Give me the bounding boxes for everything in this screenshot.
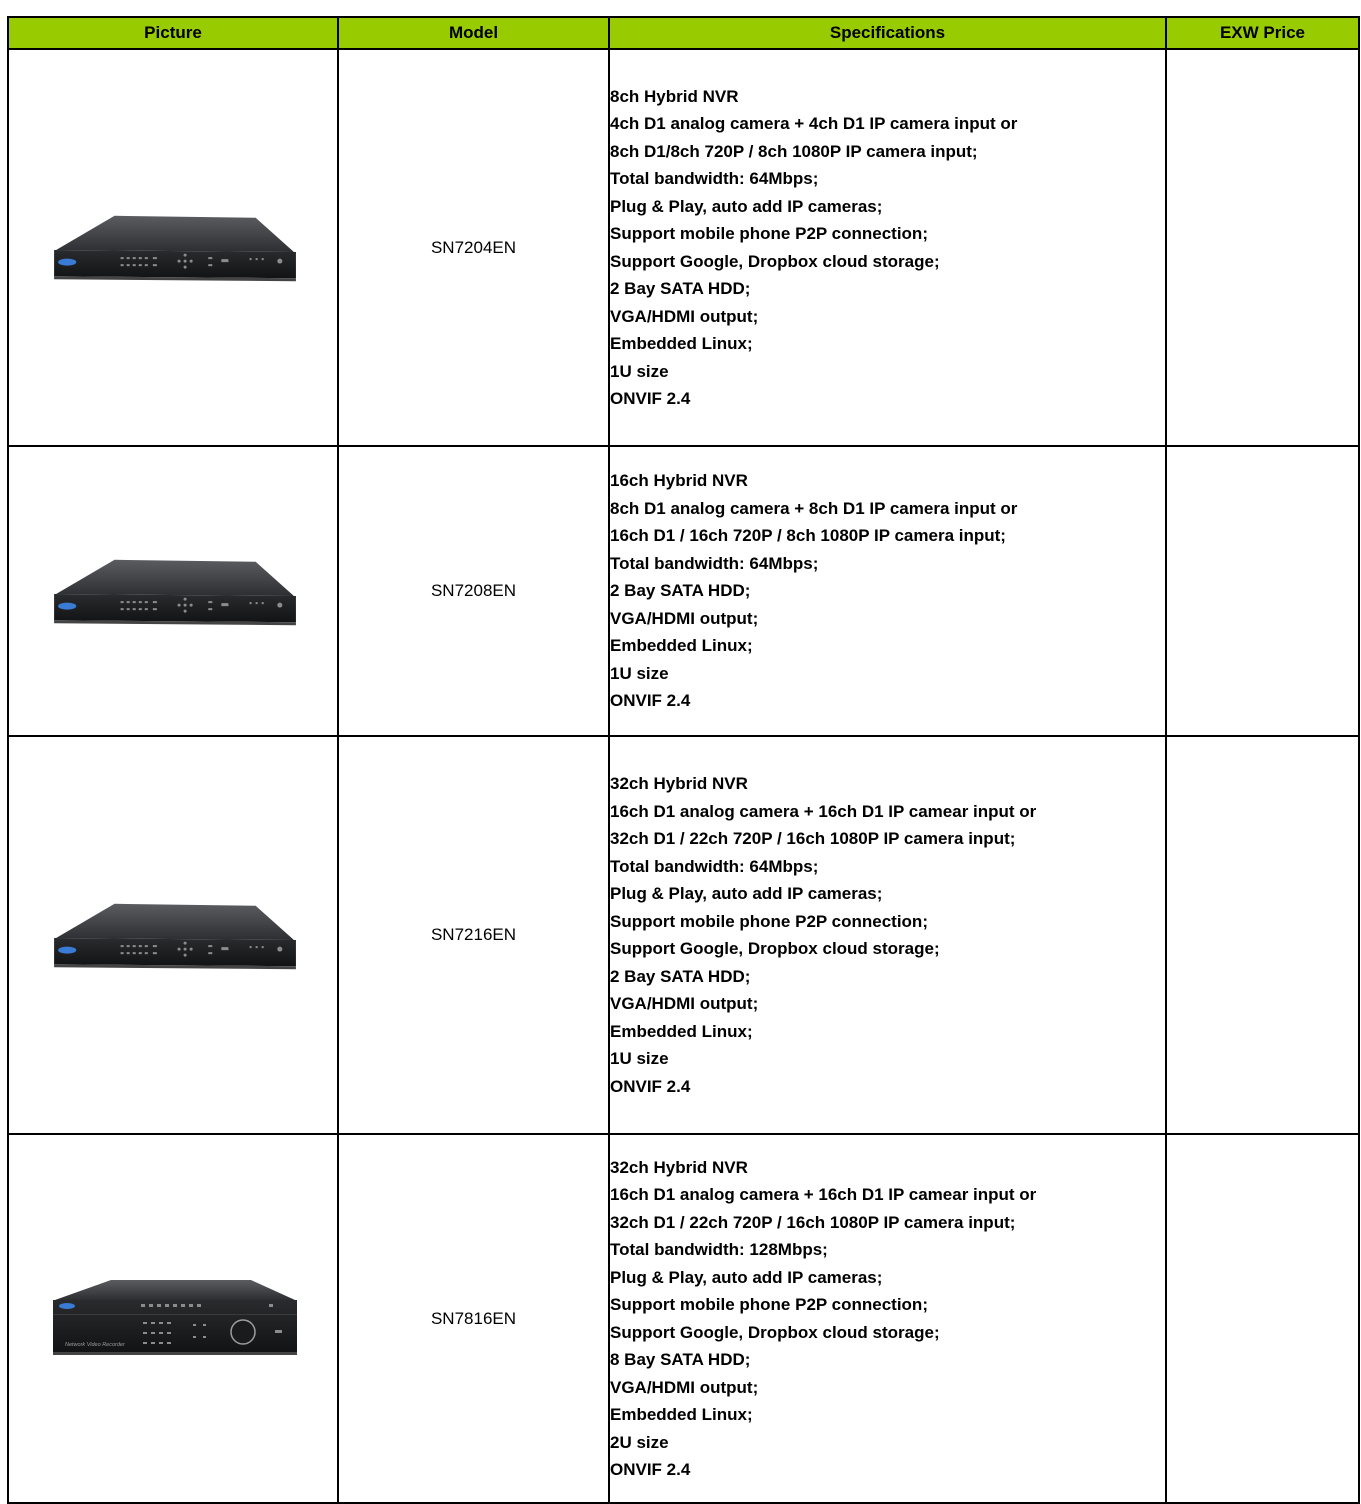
- spec-line: ONVIF 2.4: [610, 1460, 691, 1479]
- spec-line: 1U size: [610, 1049, 669, 1068]
- spec-line: Support mobile phone P2P connection;: [610, 911, 928, 931]
- table-row: [8, 1134, 1359, 1503]
- spec-line: 2 Bay SATA HDD;: [610, 581, 751, 601]
- spec-line: 32ch D1 / 22ch 720P / 16ch 1080P IP camera input;: [610, 1212, 1016, 1232]
- spec-line: Embedded Linux;: [610, 334, 753, 353]
- header-model: Model: [338, 17, 609, 49]
- table-header-row: [8, 17, 1359, 49]
- table-row: [8, 49, 1359, 446]
- spec-line: Support mobile phone P2P connection;: [610, 224, 928, 243]
- spec-line: Support Google, Dropbox cloud storage;: [610, 1322, 940, 1342]
- spec-line: Support Google, Dropbox cloud storage;: [610, 251, 940, 271]
- price-cell: [1166, 446, 1359, 736]
- spec-line: VGA/HDMI output;: [610, 1377, 759, 1397]
- spec-line: VGA/HDMI output;: [610, 608, 759, 628]
- spec-line: Embedded Linux;: [610, 1405, 753, 1424]
- spec-line: 1U size: [610, 361, 669, 381]
- spec-line: 8 Bay SATA HDD;: [610, 1350, 751, 1369]
- spec-line: Plug & Play, auto add IP cameras;: [610, 884, 883, 903]
- spec-line: Total bandwidth: 64Mbps;: [610, 856, 819, 876]
- spec-line: Embedded Linux;: [610, 1021, 753, 1041]
- header-specifications: Specifications: [609, 17, 1166, 49]
- spec-line: Embedded Linux;: [610, 636, 753, 656]
- spec-line: Total bandwidth: 64Mbps;: [610, 553, 819, 573]
- spec-line: 2 Bay SATA HDD;: [610, 279, 751, 298]
- spec-line: 16ch D1 analog camera + 16ch D1 IP camear input or: [610, 1185, 1037, 1204]
- product-spec-table: [7, 16, 1360, 1504]
- spec-line: Plug & Play, auto add IP cameras;: [610, 196, 883, 216]
- device-front-label: Network Video Recorder: [65, 1342, 125, 1348]
- table-row: [8, 736, 1359, 1134]
- picture-cell: [8, 446, 338, 736]
- model-cell: SN7204EN: [338, 49, 609, 446]
- spec-line: ONVIF 2.4: [610, 1076, 691, 1096]
- nvr-1u-device-image: [42, 199, 304, 291]
- spec-line: 16ch D1 / 16ch 720P / 8ch 1080P IP camera input;: [610, 526, 1006, 546]
- spec-line: 8ch Hybrid NVR: [610, 86, 739, 106]
- specifications-cell: [609, 446, 1166, 736]
- spec-line: VGA/HDMI output;: [610, 306, 759, 326]
- spec-line: ONVIF 2.4: [610, 691, 691, 711]
- spec-line: 1U size: [610, 663, 669, 683]
- spec-line: Total bandwidth: 128Mbps;: [610, 1240, 828, 1259]
- picture-cell: [8, 736, 338, 1134]
- price-cell: [1166, 49, 1359, 446]
- price-cell: [1166, 1134, 1359, 1503]
- spec-line: 16ch D1 analog camera + 16ch D1 IP camear input or: [610, 801, 1037, 821]
- spec-line: VGA/HDMI output;: [610, 994, 759, 1013]
- spec-line: 32ch Hybrid NVR: [610, 774, 748, 793]
- spec-line: Support mobile phone P2P connection;: [610, 1295, 928, 1314]
- spec-line: ONVIF 2.4: [610, 389, 691, 408]
- specifications-cell: [609, 49, 1166, 446]
- price-cell: [1166, 736, 1359, 1134]
- spec-line: 32ch Hybrid NVR: [610, 1157, 748, 1177]
- spec-line: 4ch D1 analog camera + 4ch D1 IP camera input or: [610, 114, 1018, 133]
- spec-line: 8ch D1/8ch 720P / 8ch 1080P IP camera input;: [610, 141, 978, 161]
- nvr-1u-device-image: [42, 543, 304, 635]
- spec-line: 8ch D1 analog camera + 8ch D1 IP camera input or: [610, 498, 1018, 518]
- nvr-2u-device-image: [42, 1266, 304, 1366]
- nvr-1u-device-image: [42, 887, 304, 979]
- model-cell: SN7208EN: [338, 446, 609, 736]
- header-exw-price: EXW Price: [1166, 17, 1359, 49]
- spec-line: Support Google, Dropbox cloud storage;: [610, 939, 940, 958]
- spec-line: 16ch Hybrid NVR: [610, 471, 748, 491]
- model-cell: SN7216EN: [338, 736, 609, 1134]
- picture-cell: [8, 1134, 338, 1503]
- spec-line: 2U size: [610, 1432, 669, 1452]
- specifications-cell: [609, 1134, 1166, 1503]
- spec-line: Total bandwidth: 64Mbps;: [610, 169, 819, 188]
- model-cell: SN7816EN: [338, 1134, 609, 1503]
- spec-line: Plug & Play, auto add IP cameras;: [610, 1267, 883, 1287]
- specifications-cell: [609, 736, 1166, 1134]
- header-picture: Picture: [8, 17, 338, 49]
- spec-line: 32ch D1 / 22ch 720P / 16ch 1080P IP camera input;: [610, 829, 1016, 848]
- table-row: [8, 446, 1359, 736]
- picture-cell: [8, 49, 338, 446]
- spec-line: 2 Bay SATA HDD;: [610, 966, 751, 986]
